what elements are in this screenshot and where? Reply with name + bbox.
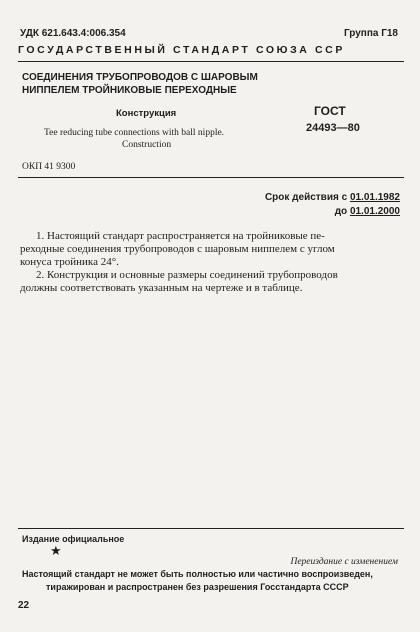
reprint-note: Переиздание с изменением — [290, 557, 398, 567]
document-title-line-2: НИППЕЛЕМ ТРОЙНИКОВЫЕ ПЕРЕХОДНЫЕ — [22, 85, 237, 96]
paragraph-1-line-2: реходные соединения трубопроводов с шаровым ниппелем с углом — [20, 243, 335, 255]
validity-from-label: Срок действия с — [264, 192, 350, 203]
english-title-line-2: Construction — [122, 140, 172, 150]
gost-number: 24493—80 — [306, 122, 360, 134]
copyright-notice-line-1: Настоящий стандарт не может быть полностью или частично воспроизведен, — [22, 569, 373, 579]
standard-banner: ГОСУДАРСТВЕННЫЙ СТАНДАРТ СОЮЗА ССР — [18, 44, 345, 56]
paragraph-1-line-3: конуса тройника 24°. — [20, 256, 119, 268]
footer-divider — [18, 528, 404, 529]
english-title-line-1: Tee reducing tube connections with ball nipple. — [44, 128, 225, 138]
validity-to-date: 01.01.2000 — [349, 206, 400, 217]
paragraph-2-line-2: должны соответствовать указанным на чертеже и в таблице. — [20, 282, 303, 294]
header-divider — [18, 61, 404, 62]
validity-from-date: 01.01.1982 — [349, 192, 400, 203]
validity-to-label: до — [334, 206, 350, 217]
paragraph-2-line-1: 2. Конструкция и основные размеры соединений трубопроводов — [36, 269, 338, 281]
udk-code: УДК 621.643.4:006.354 — [20, 28, 126, 39]
paragraph-1-line-1: 1. Настоящий стандарт распространяется на тройниковые пе- — [36, 230, 325, 242]
copyright-notice-line-2: тиражирован и распространен без разрешения Госстандарта СССР — [46, 582, 349, 592]
okp-divider — [18, 177, 404, 178]
star-icon: ★ — [50, 543, 62, 558]
document-title-line-1: СОЕДИНЕНИЯ ТРУБОПРОВОДОВ С ШАРОВЫМ — [22, 72, 258, 83]
group-code: Группа Г18 — [343, 28, 398, 39]
validity-to — [335, 206, 400, 217]
okp-code: ОКП 41 9300 — [22, 162, 76, 172]
official-edition-label: Издание официальное — [22, 534, 125, 544]
gost-label: ГОСТ — [314, 104, 346, 118]
page-number: 22 — [18, 600, 30, 611]
subtitle-construction: Конструкция — [116, 108, 177, 119]
validity-from — [265, 192, 400, 203]
